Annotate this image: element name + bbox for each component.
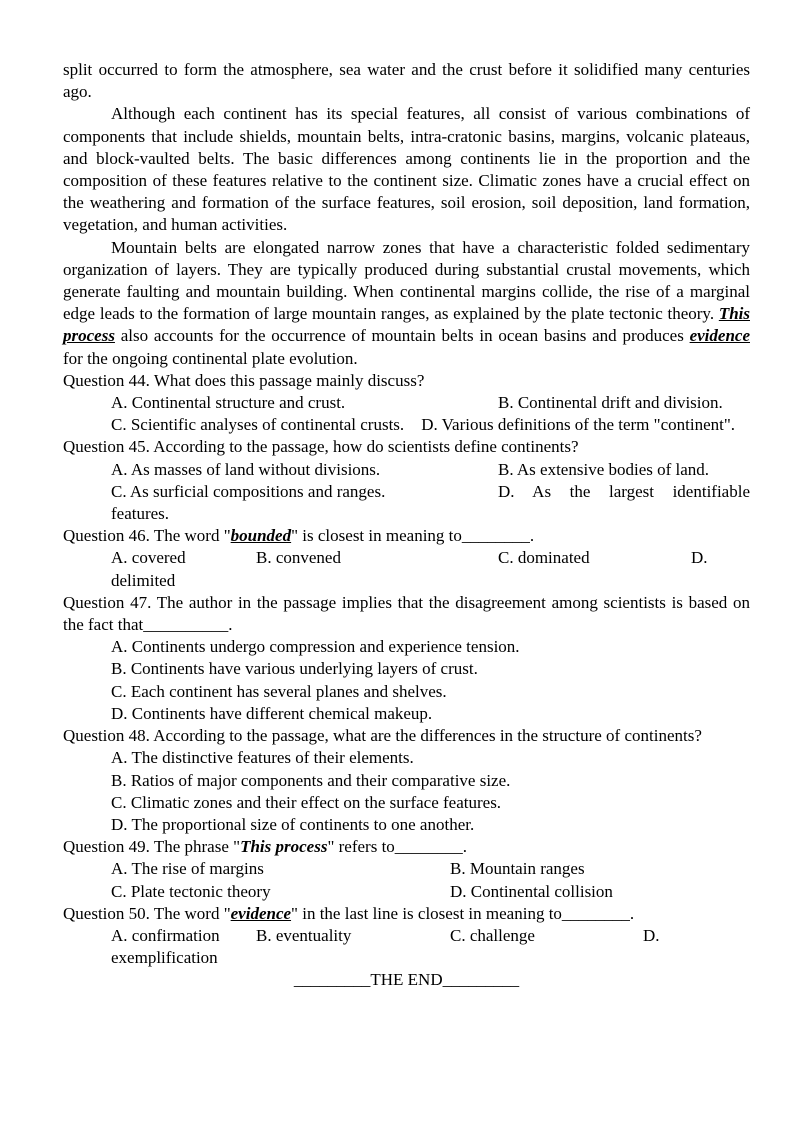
question-44-options-row1 xyxy=(63,392,750,414)
highlighted-phrase-this-process: This process xyxy=(63,304,750,346)
question-47-option-a[interactable]: A. Continents undergo compression and experience tension. xyxy=(111,637,520,657)
question-46-option-d[interactable]: D. delimited xyxy=(111,548,708,590)
question-44-options-row2 xyxy=(63,414,750,436)
passage-text: also accounts for the occurrence of mountain belts in ocean basins and produces xyxy=(114,326,690,346)
question-44-option-c[interactable]: C. Scientific analyses of continental crusts. xyxy=(111,415,405,435)
question-50-option-d[interactable]: D. exemplification xyxy=(111,925,660,968)
passage-paragraph-2 xyxy=(63,237,750,370)
question-48-stem: Question 48. According to the passage, what are the differences in the structure of continents? xyxy=(63,726,702,746)
question-49-option-d[interactable]: D. Continental collision xyxy=(450,881,613,901)
question-49-option-c[interactable]: C. Plate tectonic theory xyxy=(111,881,271,901)
question-50-stem xyxy=(63,903,750,925)
passage-text: Mountain belts are elongated narrow zones that have a characteristic folded sedimentary organization of layers. They are typically produced during substantial crustal movements, which generate faulting and mountain building. When continental margins collide, the rise of a marginal edge leads to the formation of large mountain ranges, as explained by the plate tectonic theory. xyxy=(63,237,750,324)
question-45-option-a[interactable]: A. As masses of land without divisions. xyxy=(111,459,381,479)
question-46-option-a[interactable]: A. covered xyxy=(111,548,186,568)
question-50-option-c[interactable]: C. challenge xyxy=(450,925,535,945)
question-48-option-c[interactable]: C. Climatic zones and their effect on the surface features. xyxy=(111,792,502,812)
question-48-option-d[interactable]: D. The proportional size of continents to one another. xyxy=(111,814,475,834)
question-47-option-c[interactable]: C. Each continent has several planes and shelves. xyxy=(111,681,447,701)
question-49-stem-text: " refers to________. xyxy=(327,837,468,857)
question-49-options-row1 xyxy=(63,858,750,880)
document-page xyxy=(63,59,750,992)
question-49-option-a[interactable]: A. The rise of margins xyxy=(111,859,264,879)
the-end-footer: _________THE END_________ xyxy=(293,970,520,990)
question-44-option-a[interactable]: A. Continental structure and crust. xyxy=(111,393,346,413)
passage-paragraph-0: split occurred to form the atmosphere, sea water and the crust before it solidified many centuries ago. xyxy=(63,60,750,102)
question-44-stem: Question 44. What does this passage mainly discuss? xyxy=(63,370,425,390)
question-50-stem-text: Question 50. The word " xyxy=(63,903,231,923)
highlighted-word-bounded: bounded xyxy=(230,526,292,546)
question-44-option-b[interactable]: B. Continental drift and division. xyxy=(498,393,723,413)
question-49-stem xyxy=(63,836,750,858)
question-46-option-b[interactable]: B. convened xyxy=(256,548,341,568)
question-45-options-row2 xyxy=(63,481,750,525)
question-45-options-row1 xyxy=(63,459,750,481)
question-48-option-b[interactable]: B. Ratios of major components and their comparative size. xyxy=(111,770,511,790)
passage-paragraph-1: Although each continent has its special features, all consist of various combinations of components that include shields, mountain belts, intra-cratonic basins, margins, volcanic plateaus, and block-vaulted belts. The basic differences among continents lie in the proportion and the composition of these features relative to the continent size. Climatic zones have a crucial effect on the weathering and formation of the surface features, soil erosion, soil deposition, land formation, vegetation, and human activities. xyxy=(63,104,750,235)
question-50-options xyxy=(63,925,750,969)
question-49-options-row2 xyxy=(63,881,750,903)
question-46-option-c[interactable]: C. dominated xyxy=(498,548,590,568)
question-48-option-a[interactable]: A. The distinctive features of their elements. xyxy=(111,748,414,768)
question-50-stem-text: " in the last line is closest in meaning to________. xyxy=(291,903,635,923)
highlighted-word-evidence-q50: evidence xyxy=(230,903,292,923)
highlighted-word-evidence: evidence xyxy=(689,326,750,346)
question-45-option-c[interactable]: C. As surficial compositions and ranges. xyxy=(111,481,386,501)
question-50-option-a[interactable]: A. confirmation xyxy=(111,925,220,945)
question-49-stem-text: Question 49. The phrase " xyxy=(63,837,241,857)
passage-text: for the ongoing continental plate evolution. xyxy=(63,348,358,368)
question-46-stem-text: " is closest in meaning to________. xyxy=(291,526,535,546)
question-46-options xyxy=(63,547,750,591)
question-47-stem: Question 47. The author in the passage implies that the disagreement among scientists is based on the fact that__________. xyxy=(63,592,750,635)
quoted-phrase-this-process: This process xyxy=(240,837,328,857)
question-46-stem-text: Question 46. The word " xyxy=(63,526,231,546)
question-47-option-d[interactable]: D. Continents have different chemical makeup. xyxy=(111,703,433,723)
question-46-stem xyxy=(63,525,750,547)
question-44-option-d[interactable]: D. Various definitions of the term "continent". xyxy=(421,415,736,435)
question-45-option-d[interactable]: D. As the largest identifiable features. xyxy=(111,481,750,524)
question-49-option-b[interactable]: B. Mountain ranges xyxy=(450,859,585,879)
question-50-option-b[interactable]: B. eventuality xyxy=(256,925,352,945)
question-45-option-b[interactable]: B. As extensive bodies of land. xyxy=(498,459,710,479)
question-47-option-b[interactable]: B. Continents have various underlying layers of crust. xyxy=(111,659,478,679)
question-45-stem: Question 45. According to the passage, how do scientists define continents? xyxy=(63,437,579,457)
